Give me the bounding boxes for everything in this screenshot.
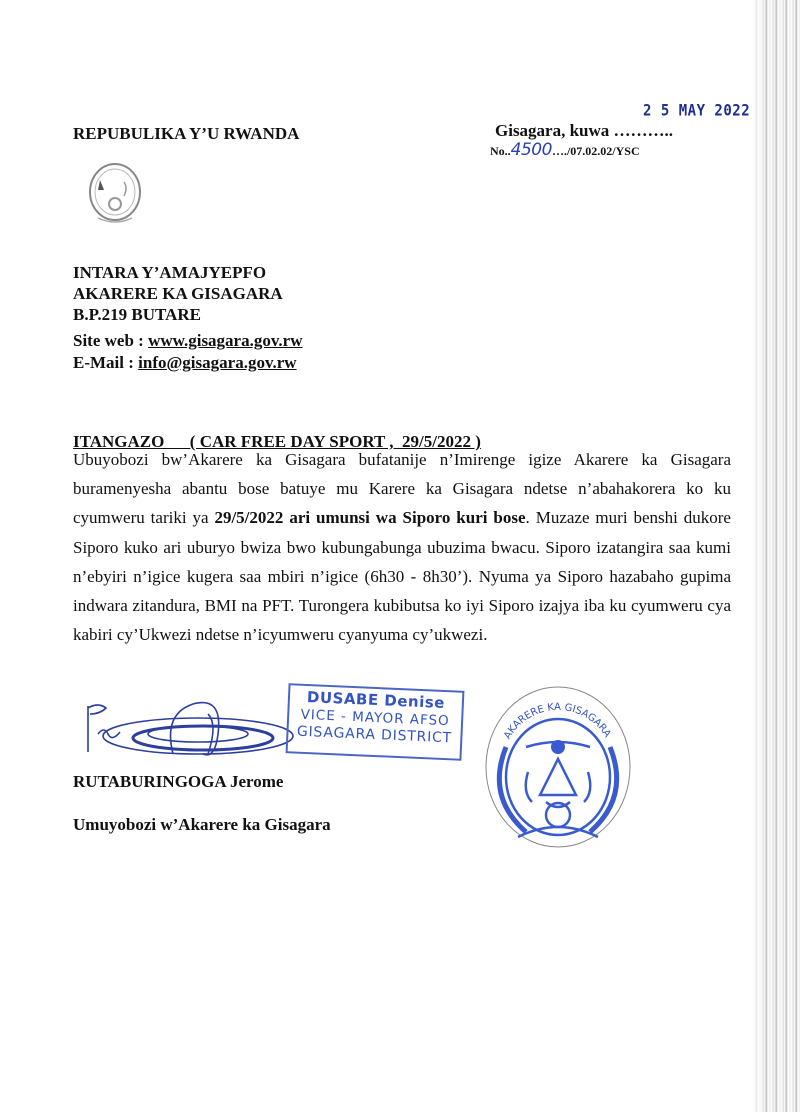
date-received-stamp: 2 5 MAY 2022 — [643, 101, 751, 121]
reference-handwritten-number: 4500 — [510, 140, 552, 160]
rwanda-emblem-icon — [86, 160, 144, 228]
stamp-name: DUSABE Denise — [306, 688, 446, 713]
email-link[interactable]: info@gisagara.gov.rw — [138, 353, 297, 372]
reference-suffix: …./07.02.02/YSC — [551, 144, 640, 158]
website-link[interactable]: www.gisagara.gov.rw — [148, 331, 303, 350]
notice-title: ITANGAZO ( CAR FREE DAY SPORT , 29/5/2022 ) — [73, 432, 481, 451]
website-line — [73, 331, 303, 353]
email-label: E-Mail : — [73, 353, 139, 372]
email-line — [73, 353, 303, 375]
province-line: INTARA Y’AMAJYEPFO — [73, 263, 267, 282]
signer-role: Umuyobozi w’Akarere ka Gisagara — [73, 815, 331, 834]
stamp-title: VICE - MAYOR AFSO — [300, 706, 451, 730]
reference-number — [490, 140, 640, 160]
district-line: AKARERE KA GISAGARA — [73, 284, 283, 303]
notice-body-part1: Ubuyobozi bw’Akarere ka Gisagara bufatanije n’Imirenge igize Akarere ka Gisagara buramenyesha abantu bose batuye mu Karere ka Gisagara ndetse n’abahakorera ko ku cyumweru tariki ya — [73, 450, 731, 528]
seal-text: AKARERE KA GISAGARA — [502, 701, 613, 742]
notice-body-bold: 29/5/2022 ari umunsi wa Siporo kuri bose — [214, 508, 526, 528]
vice-mayor-stamp — [286, 683, 465, 761]
stamp-org: GISAGARA DISTRICT — [296, 723, 453, 747]
contact-block — [73, 331, 303, 375]
notice-body — [73, 445, 731, 649]
reference-prefix: No.. — [490, 144, 511, 158]
handwritten-signature — [78, 694, 308, 764]
po-box-line: B.P.219 BUTARE — [73, 305, 201, 324]
signer-name: RUTABURINGOGA Jerome — [73, 772, 284, 791]
address-block — [73, 263, 283, 326]
district-seal — [478, 677, 638, 853]
place-date-line: Gisagara, kuwa ……….. — [495, 121, 674, 140]
country-heading: REPUBULIKA Y’U RWANDA — [73, 124, 300, 143]
notice-body-part2: . Muzaze muri benshi dukore Siporo kuko ari uburyo bwiza bwo kubungabunga ubuzima bwacu. Siporo izatangira saa kumi n’ebyiri n’igice kugera saa mbiri n’igice (6h30 - 8h30’). Nyuma ya Siporo hazabaho gupima indwara zitandura, BMI na PFT. Turongera kubibutsa ko iyi Siporo izajya iba ku cyumweru cya kabiri cy’Ukwezi ndetse n’icyumweru cyanyuma cy’ukwezi. — [73, 508, 731, 645]
scanned-page-edge — [752, 0, 800, 1112]
website-label: Site web : — [73, 331, 149, 350]
